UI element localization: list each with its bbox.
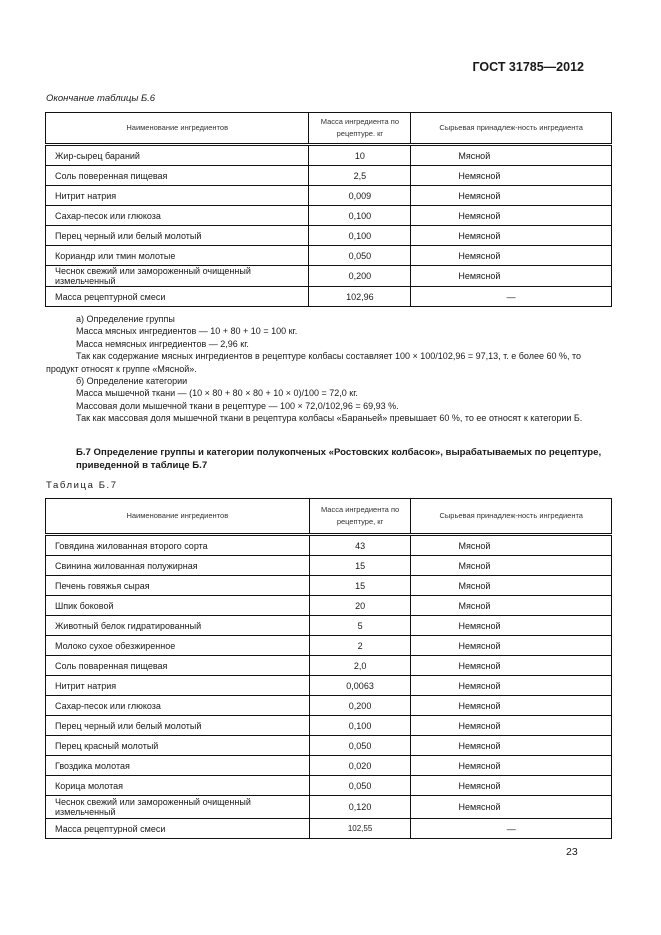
calc-line-meat-mass: Масса мясных ингредиентов — 10 + 80 + 10 = 100 кг. <box>76 326 298 337</box>
calc-line-group-heading: а) Определение группы <box>76 314 175 324</box>
table-b6 <box>45 112 612 307</box>
ingredient-mass: 0,200 <box>309 266 411 287</box>
table-row <box>46 246 612 266</box>
ingredient-category: Немясной <box>411 186 612 206</box>
calc-line-muscle-mass: Масса мышечной ткани — (10 × 80 + 80 × 80 + 10 × 0)/100 = 72,0 кг. <box>76 388 358 399</box>
ingredient-name: Молоко сухое обезжиренное <box>46 636 310 656</box>
ingredient-name: Шпик боковой <box>46 596 310 616</box>
ingredient-mass: 2,0 <box>309 656 411 676</box>
ingredient-name: Говядина жилованная второго сорта <box>46 535 310 556</box>
ingredient-category: Мясной <box>411 556 612 576</box>
ingredient-category: Немясной <box>411 796 612 819</box>
table-row <box>46 696 612 716</box>
table-row <box>46 716 612 736</box>
table-row <box>46 556 612 576</box>
ingredient-name: Сахар-песок или глюкоза <box>46 206 309 226</box>
ingredient-mass: 0,120 <box>309 796 411 819</box>
table-row <box>46 535 612 556</box>
section-b7-heading: Б.7 Определение группы и категории полукопченых «Ростовских колбасок», вырабатываемых по рецептуре, приведенной в таблице Б.7 <box>76 447 602 471</box>
table-b7 <box>45 498 612 839</box>
table-row <box>46 676 612 696</box>
table-row <box>46 616 612 636</box>
ingredient-name: Свинина жилованная полужирная <box>46 556 310 576</box>
ingredient-category: Немясной <box>411 266 612 287</box>
total-label: Масса рецептурной смеси <box>46 287 309 307</box>
column-header-name: Наименование ингредиентов <box>46 113 309 145</box>
calc-line-category-conclusion: Так как массовая доля мышечной ткани в рецептура колбасы «Бараньей» превышает 60 %, то ее относят к категории Б. <box>76 413 583 424</box>
ingredient-mass: 0,0063 <box>309 676 411 696</box>
ingredient-name: Перец красный молотый <box>46 736 310 756</box>
ingredient-mass: 0,100 <box>309 226 411 246</box>
ingredient-category: Немясной <box>411 246 612 266</box>
ingredient-mass: 0,100 <box>309 206 411 226</box>
table-row <box>46 656 612 676</box>
table-b6-caption: Окончание таблицы Б.6 <box>46 93 156 104</box>
column-header-name: Наименование ингредиентов <box>46 499 310 535</box>
ingredient-name: Печень говяжья сырая <box>46 576 310 596</box>
ingredient-name: Чеснок свежий или замороженный очищенный измельченный <box>46 796 310 819</box>
ingredient-mass: 15 <box>309 556 411 576</box>
table-row <box>46 226 612 246</box>
ingredient-category: Немясной <box>411 226 612 246</box>
total-category: — <box>411 819 612 839</box>
ingredient-category: Немясной <box>411 756 612 776</box>
ingredient-category: Немясной <box>411 656 612 676</box>
ingredient-mass: 15 <box>309 576 411 596</box>
ingredient-name: Кориандр или тмин молотые <box>46 246 309 266</box>
column-header-mass: Масса ингредиента по рецептуре, кг <box>309 499 411 535</box>
table-row <box>46 636 612 656</box>
ingredient-category: Немясной <box>411 736 612 756</box>
table-row <box>46 796 612 819</box>
ingredient-mass: 2 <box>309 636 411 656</box>
total-mass: 102,55 <box>309 819 411 839</box>
table-row <box>46 756 612 776</box>
ingredient-mass: 0,050 <box>309 736 411 756</box>
table-row <box>46 166 612 186</box>
table-total-row <box>46 819 612 839</box>
ingredient-mass: 0,050 <box>309 246 411 266</box>
ingredient-mass: 0,020 <box>309 756 411 776</box>
ingredient-mass: 0,100 <box>309 716 411 736</box>
ingredient-mass: 20 <box>309 596 411 616</box>
table-row <box>46 576 612 596</box>
ingredient-name: Животный белок гидратированный <box>46 616 310 636</box>
ingredient-name: Соль поваренная пищевая <box>46 656 310 676</box>
column-header-mass: Масса ингредиента по рецептуре. кг <box>309 113 411 145</box>
table-header-row <box>46 499 612 535</box>
ingredient-name: Корица молотая <box>46 776 310 796</box>
column-header-category: Сырьевая принадлеж-ность ингредиента <box>411 499 612 535</box>
table-header-row <box>46 113 612 145</box>
total-label: Масса рецептурной смеси <box>46 819 310 839</box>
calculation-text <box>46 313 612 425</box>
ingredient-mass: 0,200 <box>309 696 411 716</box>
ingredient-mass: 10 <box>309 145 411 166</box>
ingredient-category: Немясной <box>411 636 612 656</box>
table-row <box>46 145 612 166</box>
table-row <box>46 776 612 796</box>
ingredient-category: Немясной <box>411 676 612 696</box>
ingredient-category: Немясной <box>411 166 612 186</box>
ingredient-mass: 0,009 <box>309 186 411 206</box>
ingredient-mass: 0,050 <box>309 776 411 796</box>
calc-line-category-heading: б) Определение категории <box>76 376 188 387</box>
ingredient-name: Чеснок свежий или замороженный очищенный измельченный <box>46 266 309 287</box>
table-b7-caption: Таблица Б.7 <box>46 480 118 491</box>
ingredient-category: Мясной <box>411 535 612 556</box>
ingredient-mass: 5 <box>309 616 411 636</box>
table-total-row <box>46 287 612 307</box>
ingredient-name: Перец черный или белый молотый <box>46 226 309 246</box>
column-header-category: Сырьевая принадлеж-ность ингредиента <box>411 113 612 145</box>
ingredient-name: Гвоздика молотая <box>46 756 310 776</box>
total-category: — <box>411 287 612 307</box>
ingredient-name: Сахар-песок или глюкоза <box>46 696 310 716</box>
ingredient-mass: 2,5 <box>309 166 411 186</box>
ingredient-name: Нитрит натрия <box>46 676 310 696</box>
table-row <box>46 736 612 756</box>
ingredient-category: Мясной <box>411 596 612 616</box>
ingredient-name: Нитрит натрия <box>46 186 309 206</box>
total-mass: 102,96 <box>309 287 411 307</box>
ingredient-category: Немясной <box>411 206 612 226</box>
ingredient-name: Жир-сырец бараний <box>46 145 309 166</box>
ingredient-category: Немясной <box>411 696 612 716</box>
calc-line-group-conclusion: Так как содержание мясных ингредиентов в рецептуре колбасы составляет 100 × 100/102,96 = 97,13, т. е более 60 %, то продукт относят к группе «Мясной». <box>46 351 582 374</box>
ingredient-mass: 43 <box>309 535 411 556</box>
ingredient-category: Немясной <box>411 616 612 636</box>
ingredient-category: Мясной <box>411 576 612 596</box>
table-row <box>46 266 612 287</box>
ingredient-category: Немясной <box>411 776 612 796</box>
calc-line-nonmeat-mass: Масса немясных ингредиентов — 2,96 кг. <box>76 338 249 349</box>
table-row <box>46 186 612 206</box>
ingredient-name: Перец черный или белый молотый <box>46 716 310 736</box>
document-code: ГОСТ 31785—2012 <box>472 60 584 74</box>
table-row <box>46 206 612 226</box>
page-number: 23 <box>566 846 578 858</box>
table-row <box>46 596 612 616</box>
calc-line-muscle-share: Массовая доли мышечной ткани в рецептуре — 100 × 72,0/102,96 = 69,93 %. <box>76 400 399 411</box>
ingredient-category: Немясной <box>411 716 612 736</box>
ingredient-category: Мясной <box>411 145 612 166</box>
ingredient-name: Соль поверенная пищевая <box>46 166 309 186</box>
